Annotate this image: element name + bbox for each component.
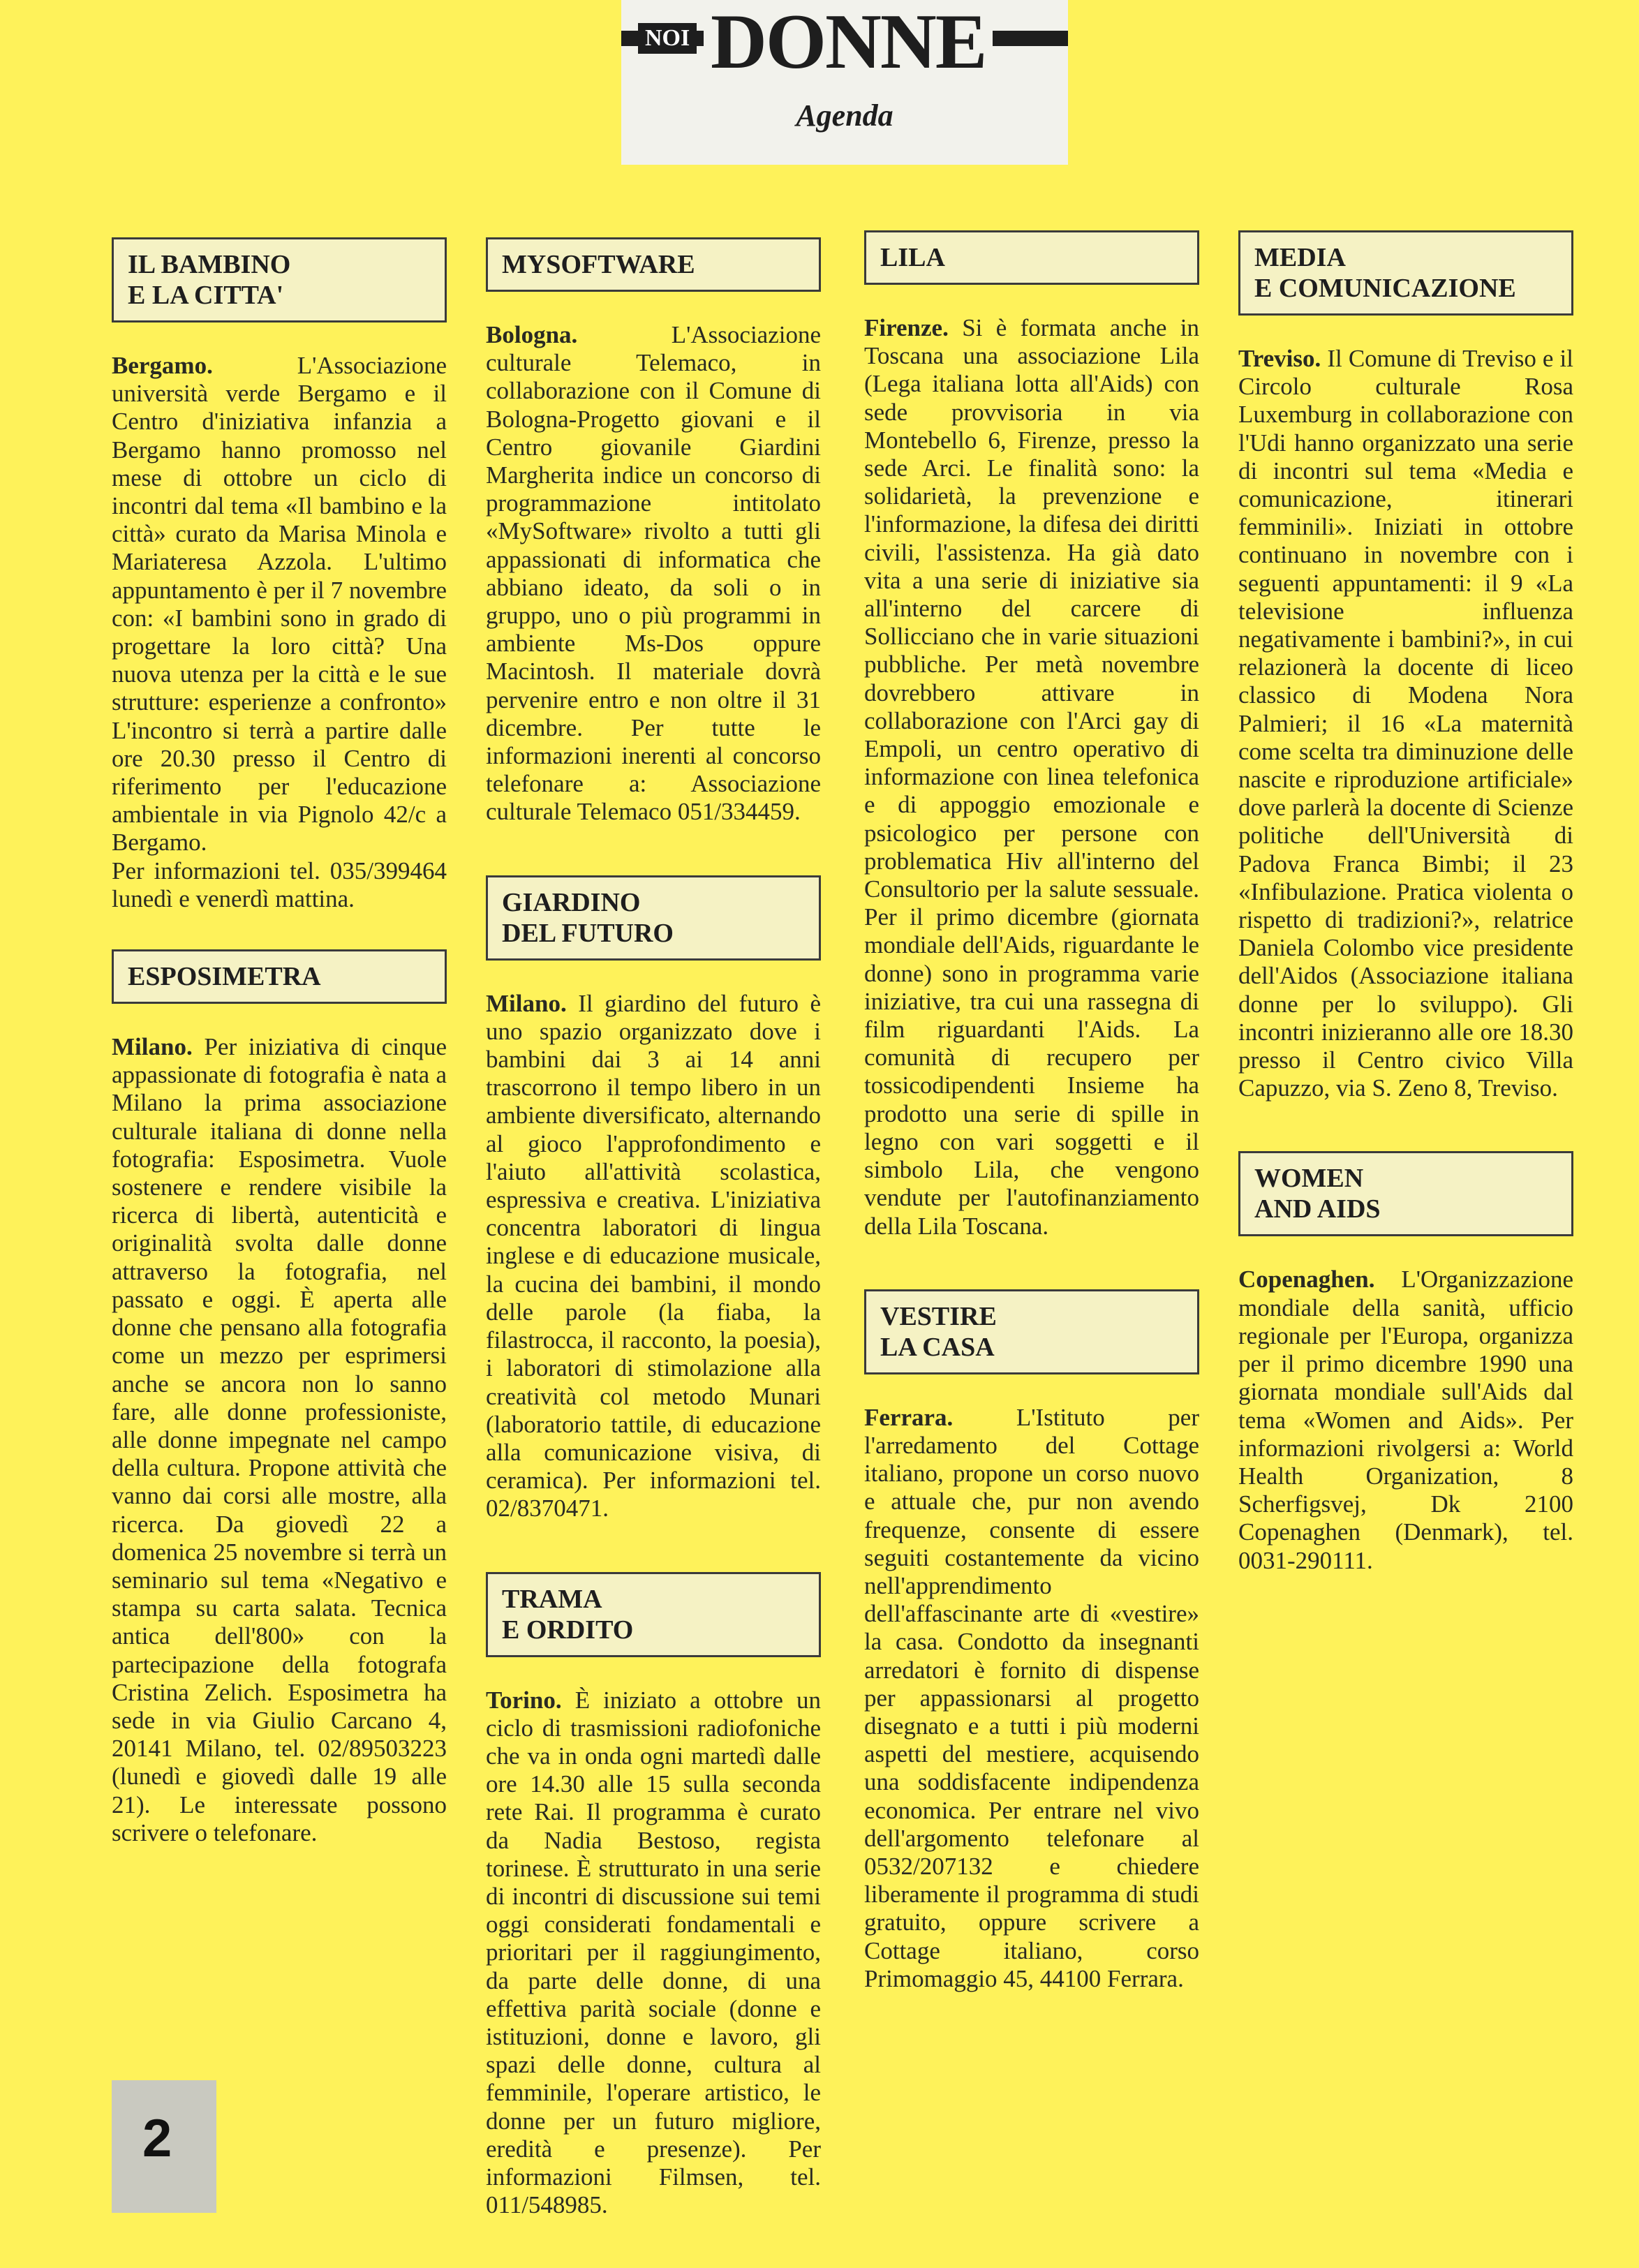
article-body-bambino-info: Per informazioni tel. 035/399464 lunedì e venerdì mattina. (112, 857, 447, 912)
masthead (621, 0, 1068, 165)
article-body-lila: Firenze. Si è formata anche in Toscana una associazione Lila (Lega italiana lotta all'Aids) con sede provvisoria in via Montebello 6, Firenze, presso la sede Arci. Le finalità sono: la solidarietà, la prevenzione e l'informazione, la difesa dei diritti civili, l'assistenza. Ha già dato vita a una serie di iniziative sia all'interno del carcere di Sollicciano che in varie situazioni pubbliche. Per metà novembre dovrebbero attivare in collaborazione con l'Arci gay di Empoli, un centro operativo di informazione con linea telefonica e di appoggio emozionale e psicologico per persone con problematica Hiv all'interno del Consultorio per la salute sessuale. Per il primo dicembre (giornata mondiale dell'Aids, riguardante le donne) sono in programma varie iniziative, tra cui una rassegna di film riguardanti l'Aids. La comunità di recupero per tossicodipendenti Insieme ha prodotto una serie di spille in legno con vari soggetti e il simbolo Lila, che vengono vendute per l'autofinanziamento della Lila Toscana. (864, 314, 1199, 1240)
article-title-trama: TRAMA E ORDITO (486, 1572, 821, 1657)
column-1 (112, 237, 447, 1896)
page-number: 2 (142, 2109, 172, 2168)
column-3 (864, 230, 1199, 2042)
article-title-giardino: GIARDINO DEL FUTURO (486, 875, 821, 961)
article-title-vestire: VESTIRE LA CASA (864, 1289, 1199, 1374)
article-body-mysoftware: Bologna. L'Associazione culturale Telemaco, in collaborazione con il Comune di Bologna-Progetto giovani e il Centro giovanile Giardini Margherita indice un concorso di programmazione intitolato «MySoftware» rivolto a tutti gli appassionati di informatica che abbiano ideato, da soli o in gruppo, uno o più programmi in ambiente Ms-Dos oppure Macintosh. Il materiale dovrà pervenire entro e non oltre il 31 dicembre. Per tutte le informazioni inerenti al concorso telefonare a: Associazione culturale Telemaco 051/334459. (486, 321, 821, 826)
masthead-title: DONNE (704, 4, 993, 80)
article-body-trama: Torino. È iniziato a ottobre un ciclo di trasmissioni radiofoniche che va in onda ogni martedì dalle ore 14.30 alle 15 sulla seconda rete Rai. Il programma è curato da Nadia Bestoso, regista torinese. È strutturato in una serie di incontri di discussione sui temi oggi considerati fondamentali e prioritari per il raggiungimento, da parte delle donne, di una effettiva parità sociale (donne e istituzioni, donne e lavoro, gli spazi delle donne, cultura al femminile, l'operare artistico, le donne per un futuro migliore, eredità e presenze). Per informazioni Filmsen, tel. 011/548985. (486, 1686, 821, 2219)
column-2 (486, 237, 821, 2268)
article-title-lila: LILA (864, 230, 1199, 285)
article-title-esposimetra: ESPOSIMETRA (112, 949, 447, 1004)
article-body-vestire: Ferrara. L'Istituto per l'arredamento del Cottage italiano, propone un corso nuovo e attuale che, pur non avendo frequenze, consente di essere seguiti costantemente da vicino nell'apprendimento dell'affascinante arte di «vestire» la casa. Condotto da insegnanti arredatori è fornito di dispense per appassionarsi al progetto disegnato e a tutti i più moderni aspetti del mestiere, acquisendo una soddisfacente indipendenza economica. Per entrare nel vivo dell'argomento telefonare al 0532/207132 e chiedere liberamente il programma di studi gratuito, oppure scrivere a Cottage italiano, corso Primomaggio 45, 44100 Ferrara. (864, 1403, 1199, 1992)
article-title-media: MEDIA E COMUNICAZIONE (1238, 230, 1573, 316)
article-title-women: WOMEN AND AIDS (1238, 1151, 1573, 1236)
article-body-esposimetra: Milano. Per iniziativa di cinque appassionate di fotografia è nata a Milano la prima associazione culturale italiana di donne nella fotografia: Esposimetra. Vuole sostenere e rendere visibile la ricerca di libertà, autenticità e originalità svolta dalle donne attraverso la fotografia, nel passato e oggi. È aperta alle donne che pensano alla fotografia come un mezzo per esprimersi anche se ancora non lo sanno fare, alle donne professioniste, alle donne impegnate nel campo della cultura. Propone attività che vanno dai corsi alle mostre, alla ricerca. Da giovedì 22 a domenica 25 novembre si terrà un seminario sul tema «Negativo e stampa su carta salata. Tecnica antica dell'800» con la partecipazione della fotografa Cristina Zelich. Esposimetra ha sede in via Giulio Carcano 4, 20141 Milano, tel. 02/89503223 (lunedì e giovedì dalle 19 alle 21). Le interessate possono scrivere o telefonare. (112, 1033, 447, 1846)
column-4 (1238, 230, 1573, 1624)
masthead-noi: NOI (638, 23, 697, 54)
article-body-women: Copenaghen. L'Organizzazione mondiale della sanità, ufficio regionale per l'Europa, organizza per il primo dicembre 1990 una giornata mondiale sull'Aids dal tema «Women and Aids». Per informazioni rivolgersi a: World Health Organization, 8 Scherfigsvej, Dk 2100 Copenaghen (Denmark), tel. 0031-290111. (1238, 1266, 1573, 1574)
article-title-bambino: IL BAMBINO E LA CITTA' (112, 237, 447, 323)
article-body-media: Treviso. Il Comune di Treviso e il Circolo culturale Rosa Luxemburg in collaborazione con l'Udi hanno organizzato una serie di incontri sul tema «Media e comunicazione, itinerari femminili». Iniziati in ottobre continuano in novembre con i seguenti appuntamenti: il 9 «La televisione influenza negativamente i bambini?», in cui relazionerà la docente di liceo classico di Modena Nora Palmieri; il 16 «La maternità come scelta tra diminuzione delle nascite e riproduzione artificiale» dove parlerà la docente di Scienze politiche dell'Università di Padova Franca Bimbi; il 23 «Infibulazione. Pratica violenta o rispetto di tradizioni?», relatrice Daniela Colombo vice presidente dell'Aidos (Associazione italiana donne per lo sviluppo). Gli incontri inizieranno alle ore 18.30 presso il Centro civico Villa Capuzzo, via S. Zeno 8, Treviso. (1238, 345, 1573, 1102)
article-title-mysoftware: MYSOFTWARE (486, 237, 821, 292)
page-number-box (112, 2080, 216, 2213)
section-title: Agenda (796, 98, 893, 133)
article-body-giardino: Milano. Il giardino del futuro è uno spazio organizzato dove i bambini dai 3 ai 14 anni trascorrono il tempo libero in un ambiente diversificato, alternando al gioco l'approfondimento e l'aiuto all'attività scolastica, espressiva e creativa. L'iniziativa concentra laboratori di lingua inglese e di educazione musicale, la cucina dei bambini, il mondo delle parole (la fiaba, la filastrocca, il racconto, la poesia), i laboratori di stimolazione alla creatività col metodo Munari (laboratorio tattile, di educazione alla comunicazione visiva, di ceramica). Per informazioni tel. 02/8370471. (486, 989, 821, 1522)
article-body-bambino: Bergamo. L'Associazione università verde Bergamo e il Centro d'iniziativa infanzia a Bergamo hanno promosso nel mese di ottobre un ciclo di incontri dal tema «Il bambino e la città» curato da Marisa Minola e Mariateresa Azzola. L'ultimo appuntamento è per il 7 novembre con: «I bambini sono in grado di progettare la loro città? Una nuova utenza per la città e le sue strutture: esperienze a confronto» L'incontro si terrà a partire dalle ore 20.30 presso il Centro di riferimento per l'educazione ambientale in via Pignolo 42/c a Bergamo. (112, 352, 447, 857)
